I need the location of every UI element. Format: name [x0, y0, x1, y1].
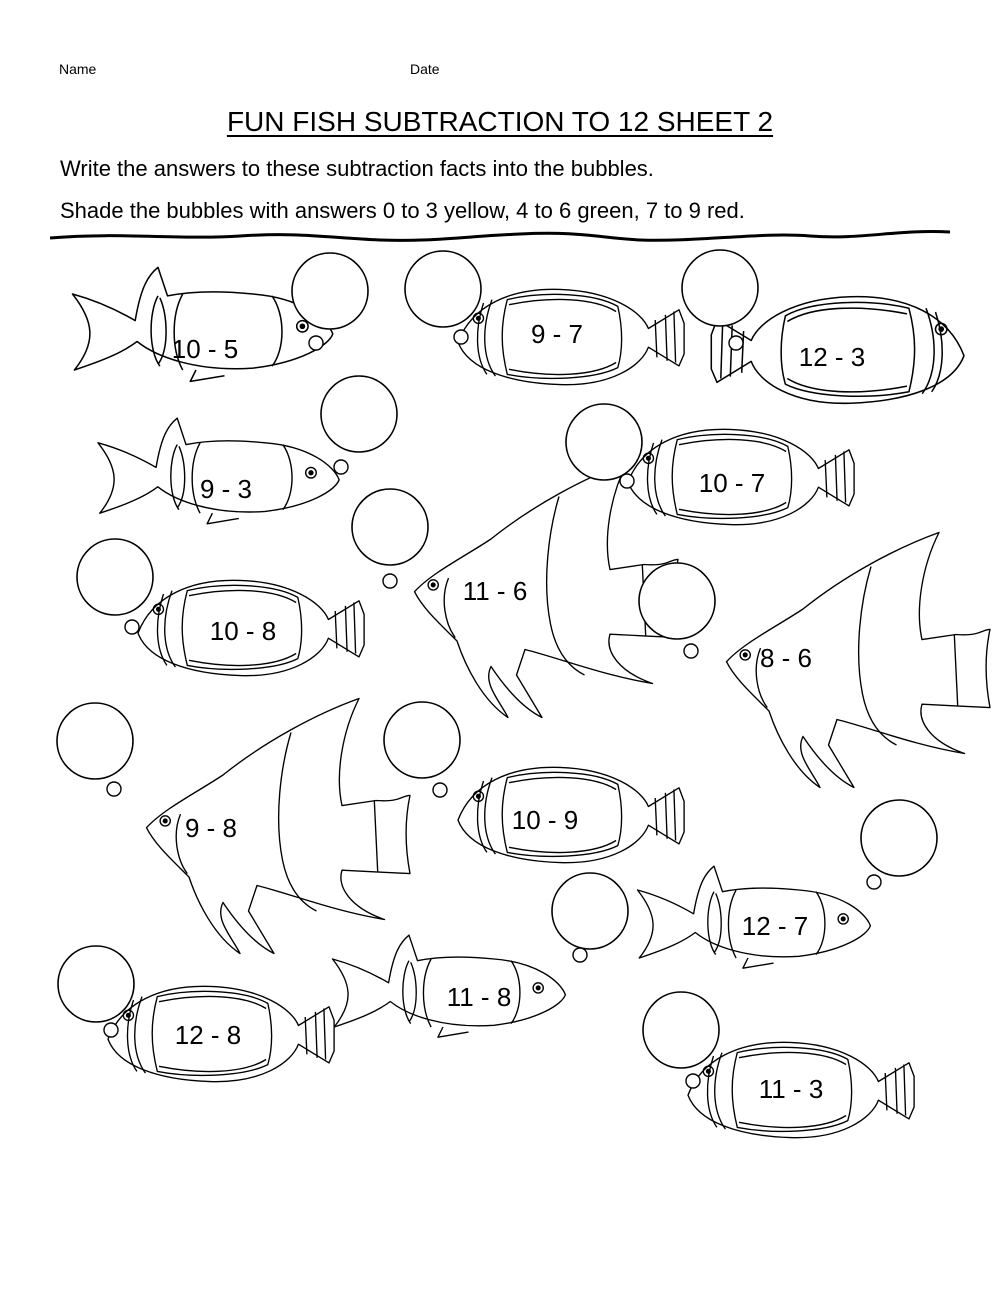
small-bubble [104, 1023, 118, 1037]
answer-bubble[interactable] [861, 800, 937, 876]
worksheet-title: FUN FISH SUBTRACTION TO 12 SHEET 2 [226, 106, 774, 137]
small-bubble [454, 330, 468, 344]
date-label: Date [410, 61, 440, 77]
answer-bubble[interactable] [682, 250, 758, 326]
small-bubble [383, 574, 397, 588]
answer-bubble[interactable] [639, 563, 715, 639]
answer-bubble[interactable] [57, 703, 133, 779]
subtraction-problem: 10 - 8 [209, 616, 277, 646]
subtraction-problem: 9 - 8 [184, 813, 238, 843]
small-bubble [729, 336, 743, 350]
answer-bubble[interactable] [566, 404, 642, 480]
small-bubble [684, 644, 698, 658]
subtraction-problem: 12 - 3 [798, 342, 866, 372]
water-line [50, 231, 950, 240]
small-bubble [107, 782, 121, 796]
subtraction-problem: 8 - 6 [759, 643, 813, 673]
clown-fish [98, 418, 339, 524]
small-bubble [573, 948, 587, 962]
subtraction-problem: 10 - 9 [511, 805, 579, 835]
small-bubble [125, 620, 139, 634]
answer-bubble[interactable] [643, 992, 719, 1068]
subtraction-problem: 11 - 6 [462, 576, 528, 606]
subtraction-problem: 11 - 8 [446, 982, 512, 1012]
subtraction-problem: 9 - 7 [530, 319, 584, 349]
instruction-write: Write the answers to these subtraction facts into the bubbles. [60, 156, 654, 181]
answer-bubble[interactable] [405, 251, 481, 327]
subtraction-problem: 12 - 8 [174, 1020, 242, 1050]
subtraction-problem: 11 - 3 [758, 1074, 824, 1104]
small-bubble [867, 875, 881, 889]
subtraction-problem: 9 - 3 [199, 474, 253, 504]
answer-bubble[interactable] [77, 539, 153, 615]
answer-bubble[interactable] [552, 873, 628, 949]
answer-bubble[interactable] [352, 489, 428, 565]
subtraction-problem: 10 - 5 [171, 334, 239, 364]
answer-bubble[interactable] [58, 946, 134, 1022]
small-bubble [686, 1074, 700, 1088]
small-bubble [433, 783, 447, 797]
answer-bubble[interactable] [292, 253, 368, 329]
subtraction-problem: 12 - 7 [741, 911, 809, 941]
small-bubble [620, 474, 634, 488]
answer-bubble[interactable] [321, 376, 397, 452]
angel-fish [415, 463, 679, 718]
answer-bubble[interactable] [384, 702, 460, 778]
small-bubble [309, 336, 323, 350]
small-bubble [334, 460, 348, 474]
subtraction-problem: 10 - 7 [698, 468, 766, 498]
name-label: Name [59, 61, 97, 77]
instruction-shade: Shade the bubbles with answers 0 to 3 yellow, 4 to 6 green, 7 to 9 red. [60, 198, 745, 223]
